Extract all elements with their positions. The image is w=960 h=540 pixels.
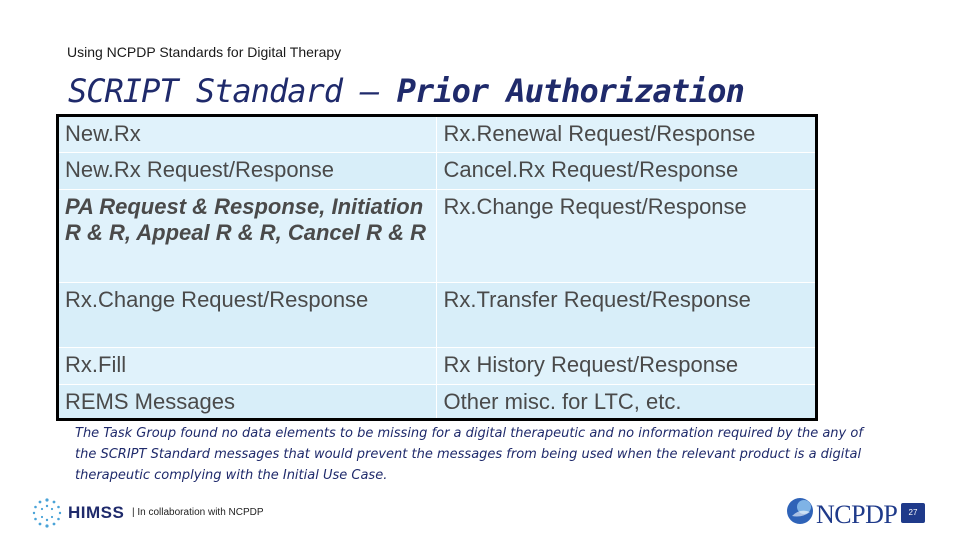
table-cell: Rx.Change Request/Response [58,283,437,348]
himss-wordmark: HIMSS [68,503,125,522]
table-row [58,116,817,153]
himss-logo-icon [30,496,64,530]
page-number: 27 [901,503,925,523]
table-cell: Rx.Fill [58,348,437,385]
table-row [58,190,817,283]
table-cell-pa: PA Request & Response, Initiation R & R, Appeal R & R, Cancel R & R [58,190,437,283]
table-row [58,348,817,385]
ncpdp-logo-icon [786,494,820,528]
table-cell: Rx.Transfer Request/Response [437,283,817,348]
table-cell: REMS Messages [58,385,437,420]
table-cell: Rx.Renewal Request/Response [437,116,817,153]
title-normal: SCRIPT Standard – [68,72,397,110]
table-row [58,283,817,348]
table-cell: Other misc. for LTC, etc. [437,385,817,420]
table-cell: New.Rx Request/Response [58,153,437,190]
table-row [58,385,817,420]
collaboration-text: | In collaboration with NCPDP [132,507,264,518]
table-cell: Rx History Request/Response [437,348,817,385]
table-cell: Rx.Change Request/Response [437,190,817,283]
table-cell: New.Rx [58,116,437,153]
deck-subtitle: Using NCPDP Standards for Digital Therapy [67,44,342,60]
ncpdp-wordmark: NCPDP [816,500,898,529]
table-cell: Cancel.Rx Request/Response [437,153,817,190]
message-table [56,114,818,421]
slide-title [68,72,744,110]
title-bold: Prior Authorization [396,72,744,110]
table-row [58,153,817,190]
task-group-note: The Task Group found no data elements to be missing for a digital therapeutic and no information required by the any of the SCRIPT Standard messages that would prevent the messages from being used when the relevant product is a digital therapeutic complying with the Initial Use Case. [75,426,863,483]
